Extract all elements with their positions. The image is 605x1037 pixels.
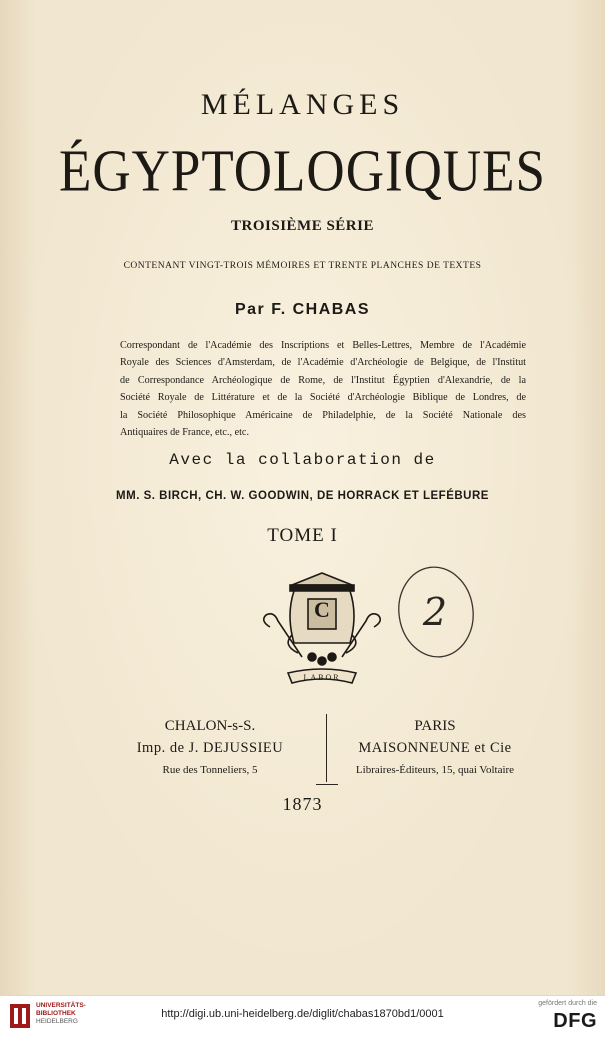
- collaborator-names: MM. S. BIRCH, CH. W. GOODWIN, DE HORRACK ET LEFÉBURE: [116, 490, 489, 502]
- funder-logo: DFG: [553, 1010, 597, 1032]
- library-name-line: BIBLIOTHEK: [36, 1010, 76, 1017]
- publication-year: 1873: [282, 794, 323, 814]
- volume-label: TOME I: [267, 525, 338, 546]
- handwritten-shelfmark: [395, 563, 477, 661]
- shelfmark-number: 2: [422, 590, 448, 634]
- title-line-1: MÉLANGES: [200, 88, 405, 121]
- affiliation-line: Correspondant de l'Académie des Inscriptions et Belles-Lettres, Membre de l'Académie: [120, 340, 526, 351]
- imprint-publisher: MAISONNEUNE et Cie: [358, 740, 512, 756]
- affiliation-line: Antiquaires de France, etc., etc.: [120, 427, 249, 439]
- contents-note: CONTENANT VINGT-TROIS MÉMOIRES ET TRENTE PLANCHES DE TEXTES: [123, 261, 482, 271]
- year-rule: [316, 784, 338, 785]
- imprint-city-left: CHALON-s-S.: [164, 718, 256, 734]
- library-name-line: UNIVERSITÄTS-: [36, 1002, 86, 1009]
- affiliation-line: de Correspondance Archéologique de Rome, de l'Institut Égyptien d'Alexandrie, de la: [120, 374, 526, 386]
- printer-emblem: [252, 565, 392, 695]
- affiliation-line: Royale des Sciences d'Amsterdam, de l'Académie d'Archéologie de Belgique, de l'Institut: [120, 357, 526, 369]
- imprint-printer: Imp. de J. DEJUSSIEU: [136, 740, 284, 756]
- imprint-divider: [326, 714, 327, 782]
- author-byline: Par F. CHABAS: [234, 301, 371, 318]
- imprint-address-left: Rue des Tonneliers, 5: [162, 764, 258, 776]
- affiliation-line: Société Royale de Littérature et de la Société d'Archéologie Biblique de Londres, de: [120, 392, 526, 404]
- imprint-city-right: PARIS: [414, 718, 456, 734]
- library-name-line: HEIDELBERG: [36, 1018, 78, 1025]
- digitization-footer: [0, 995, 605, 1037]
- funder-note: gefördert durch die: [538, 1000, 597, 1007]
- permalink-url[interactable]: http://digi.ub.uni-heidelberg.de/diglit/chabas1870bd1/0001: [161, 1008, 444, 1020]
- emblem-motto: LABOR: [303, 673, 341, 682]
- affiliation-line: la Société Philosophique Américaine de Philadelphie, de la Société Nationale des: [120, 409, 526, 421]
- collaboration-intro: Avec la collaboration de: [169, 451, 436, 469]
- emblem-letter: C: [314, 597, 330, 622]
- title-line-2: ÉGYPTOLOGIQUES: [58, 139, 547, 205]
- imprint-address-right: Libraires-Éditeurs, 15, quai Voltaire: [355, 764, 515, 776]
- author-affiliations: [120, 337, 526, 441]
- series-label: TROISIÈME SÉRIE: [231, 218, 374, 234]
